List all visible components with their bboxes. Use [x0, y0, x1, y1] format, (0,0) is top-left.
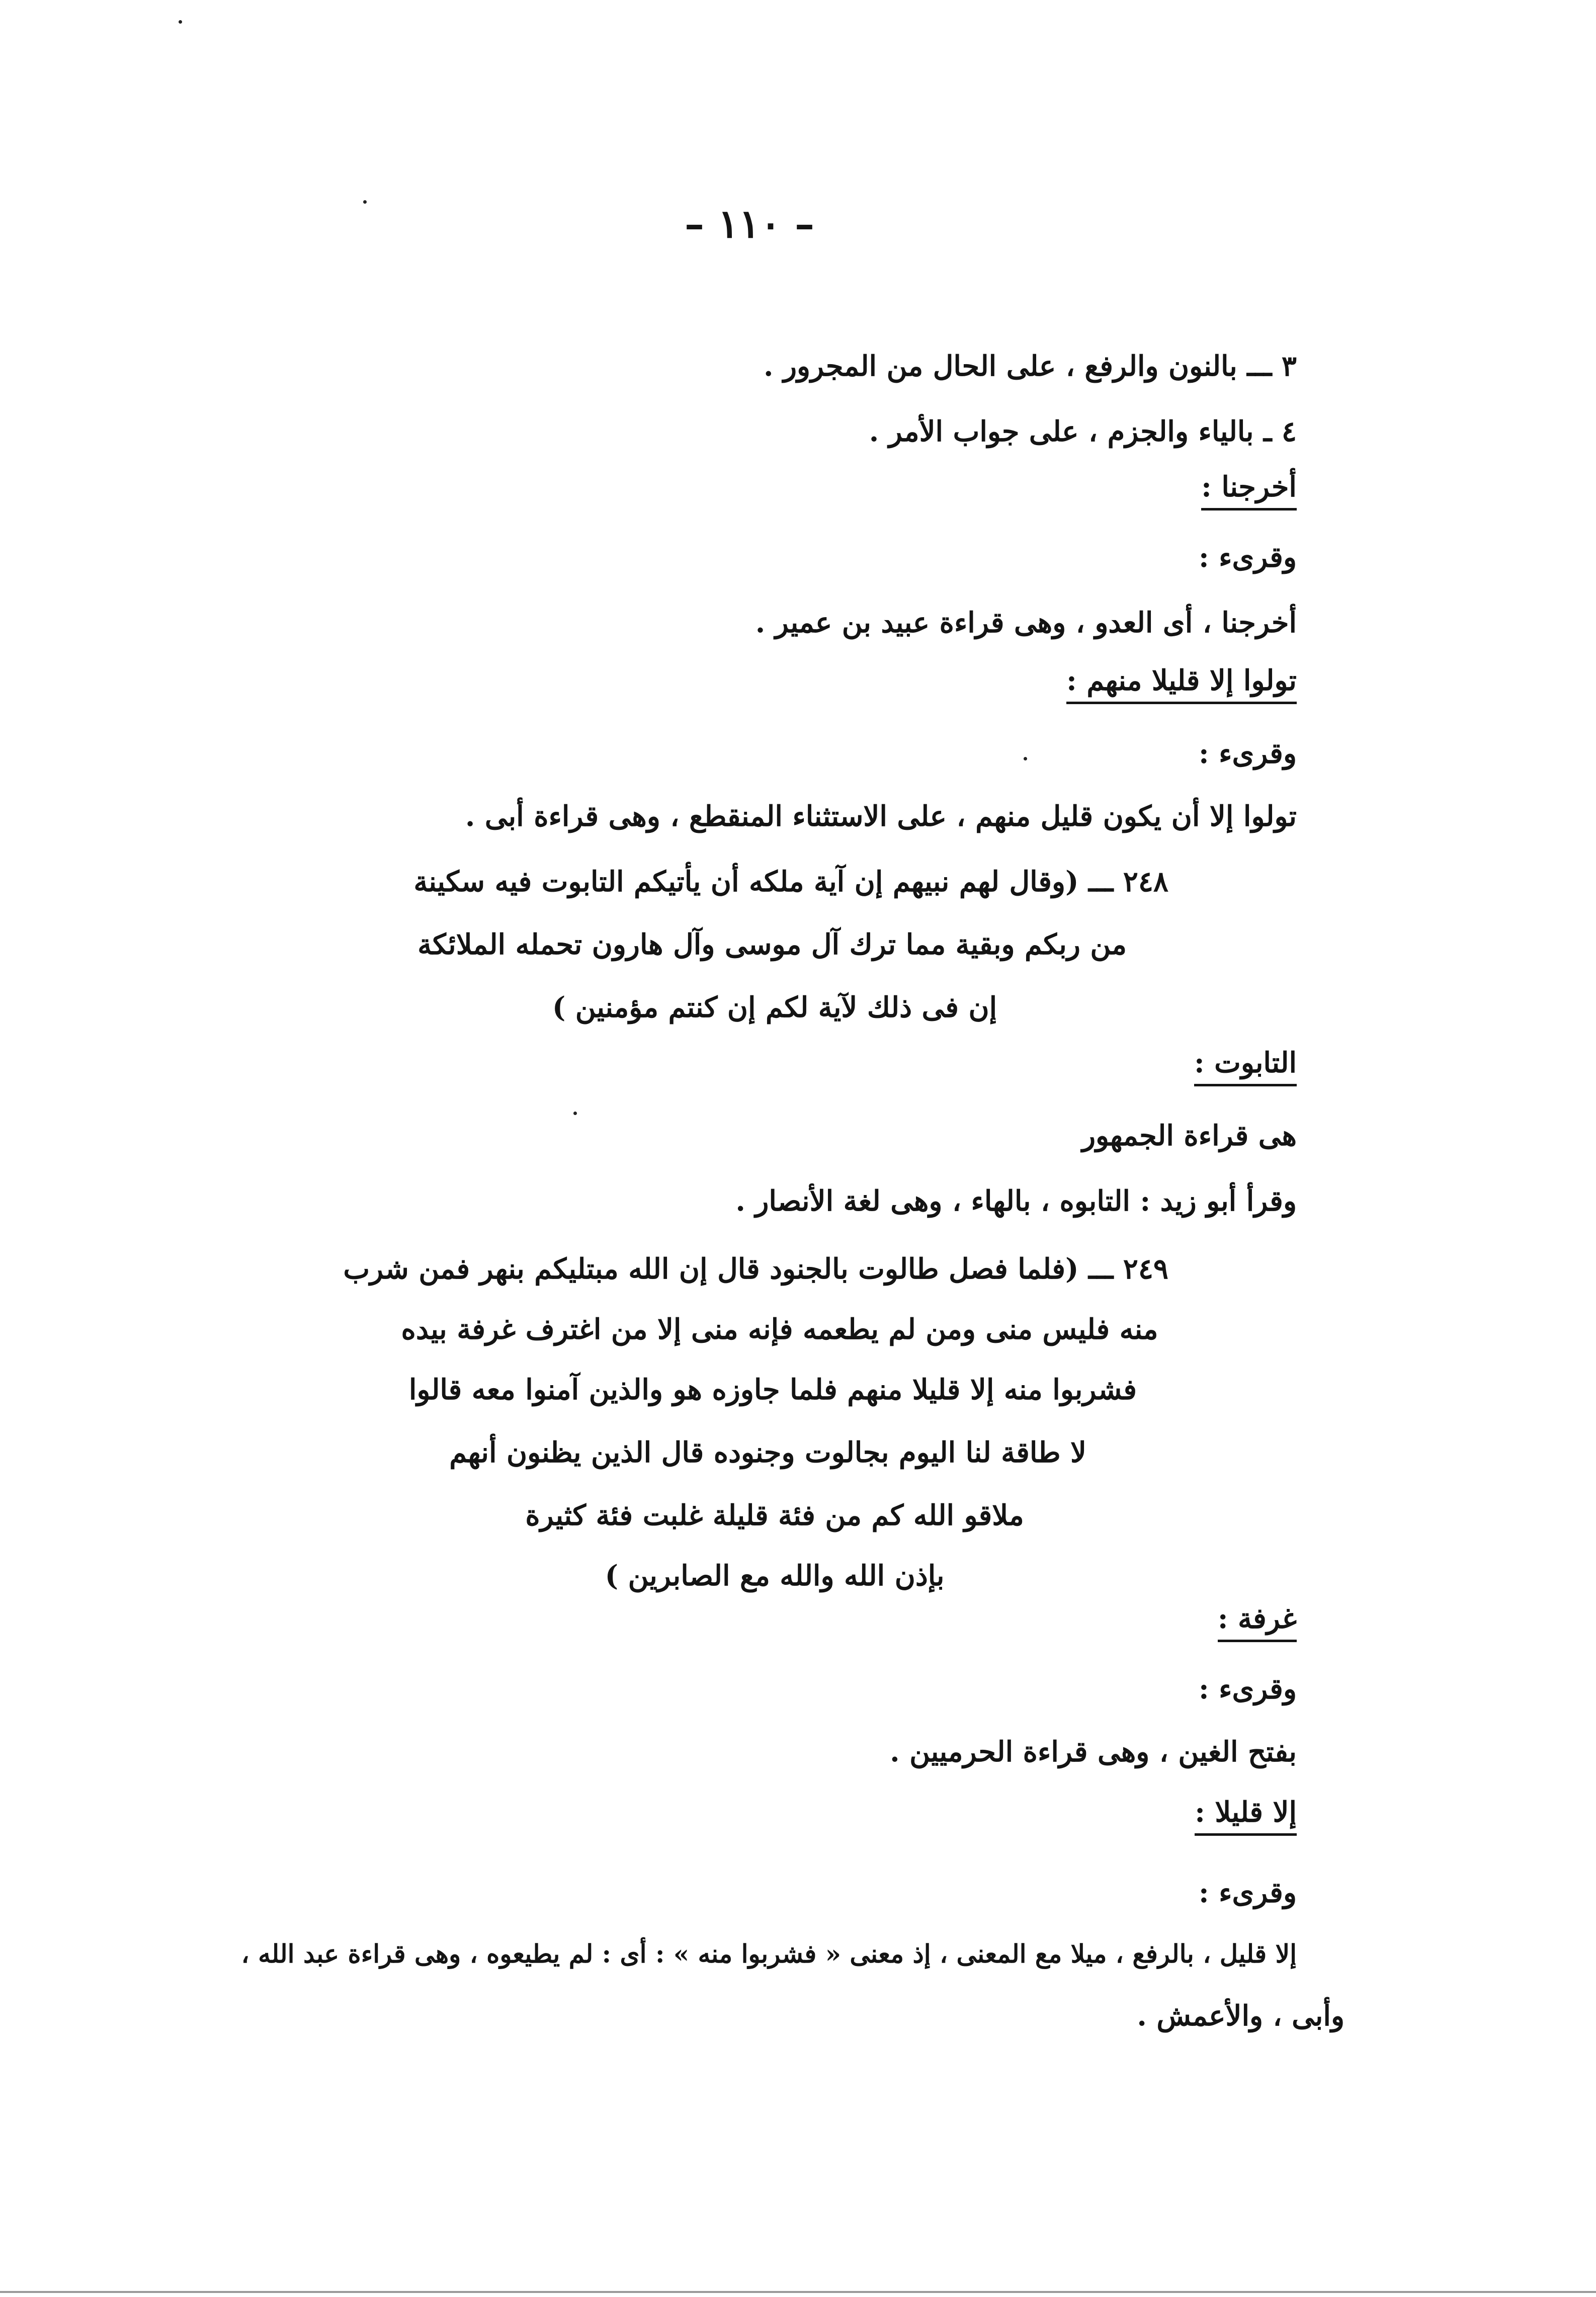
- text-line: ٤ ـ بالياء والجزم ، على جواب الأمر .: [869, 415, 1297, 448]
- verse-line: ٢٤٨ ـــ (وقال لهم نبيهم إن آية ملكه أن يأتيكم التابوت فيه سكينة: [413, 865, 1168, 898]
- verse-line: فشربوا منه إلا قليلا منهم فلما جاوزه هو والذين آمنوا معه قالوا: [408, 1373, 1137, 1406]
- section-heading: إلا قليلا :: [1195, 1796, 1297, 1836]
- text-line: أخرجنا ، أى العدو ، وهى قراءة عبيد بن عمير .: [755, 606, 1297, 639]
- section-heading: غرفة :: [1218, 1602, 1297, 1642]
- scan-speck: [1024, 757, 1027, 760]
- text-line: وقرأ أبو زيد : التابوه ، بالهاء ، وهى لغة الأنصار .: [735, 1184, 1297, 1218]
- text-line: تولوا إلا أن يكون قليل منهم ، على الاستثناء المنقطع ، وهى قراءة أبى .: [465, 800, 1297, 833]
- text-line: وقرىء :: [1198, 1876, 1297, 1909]
- text-line: هى قراءة الجمهور: [1081, 1119, 1297, 1152]
- verse-line: من ربكم وبقية مما ترك آل موسى وآل هارون تحمله الملائكة: [417, 928, 1127, 961]
- scan-speck: [573, 1112, 577, 1115]
- verse-line: ملاقو الله كم من فئة قليلة غلبت فئة كثيرة: [525, 1499, 1024, 1532]
- verse-line: ٢٤٩ ـــ (فلما فصل طالوت بالجنود قال إن الله مبتليكم بنهر فمن شرب: [343, 1252, 1168, 1286]
- verse-line: بإذن الله والله مع الصابرين ): [605, 1559, 945, 1592]
- bottom-rule: [0, 2291, 1596, 2293]
- text-line: وقرىء :: [1198, 1672, 1297, 1706]
- section-heading: تولوا إلا قليلا منهم :: [1066, 664, 1297, 704]
- text-line: وقرىء :: [1198, 541, 1297, 574]
- verse-line: لا طاقة لنا اليوم بجالوت وجنوده قال الذين يظنون أنهم: [449, 1436, 1086, 1469]
- scan-speck: [179, 20, 182, 24]
- text-line: إلا قليل ، بالرفع ، ميلا مع المعنى ، إذ معنى « فشربوا منه » : أى : لم يطيعوه ، وهى قراءة عبد الله ،: [241, 1939, 1297, 1969]
- text-line: وأبى ، والأعمش .: [1137, 1999, 1345, 2032]
- text-line: وقرىء :: [1198, 737, 1297, 770]
- section-heading: أخرجنا :: [1201, 470, 1297, 511]
- verse-line: إن فى ذلك لآية لكم إن كنتم مؤمنين ): [552, 991, 997, 1024]
- text-line: بفتح الغين ، وهى قراءة الحرميين .: [890, 1735, 1297, 1768]
- verse-line: منه فليس منى ومن لم يطعمه فإنه منى إلا من اغترف غرفة بيده: [401, 1313, 1158, 1346]
- page-number: – ١١٠ –: [685, 201, 814, 247]
- scan-speck: [363, 200, 367, 204]
- section-heading: التابوت :: [1194, 1046, 1297, 1086]
- text-line: ٣ ـــ بالنون والرفع ، على الحال من المجرور .: [763, 350, 1297, 383]
